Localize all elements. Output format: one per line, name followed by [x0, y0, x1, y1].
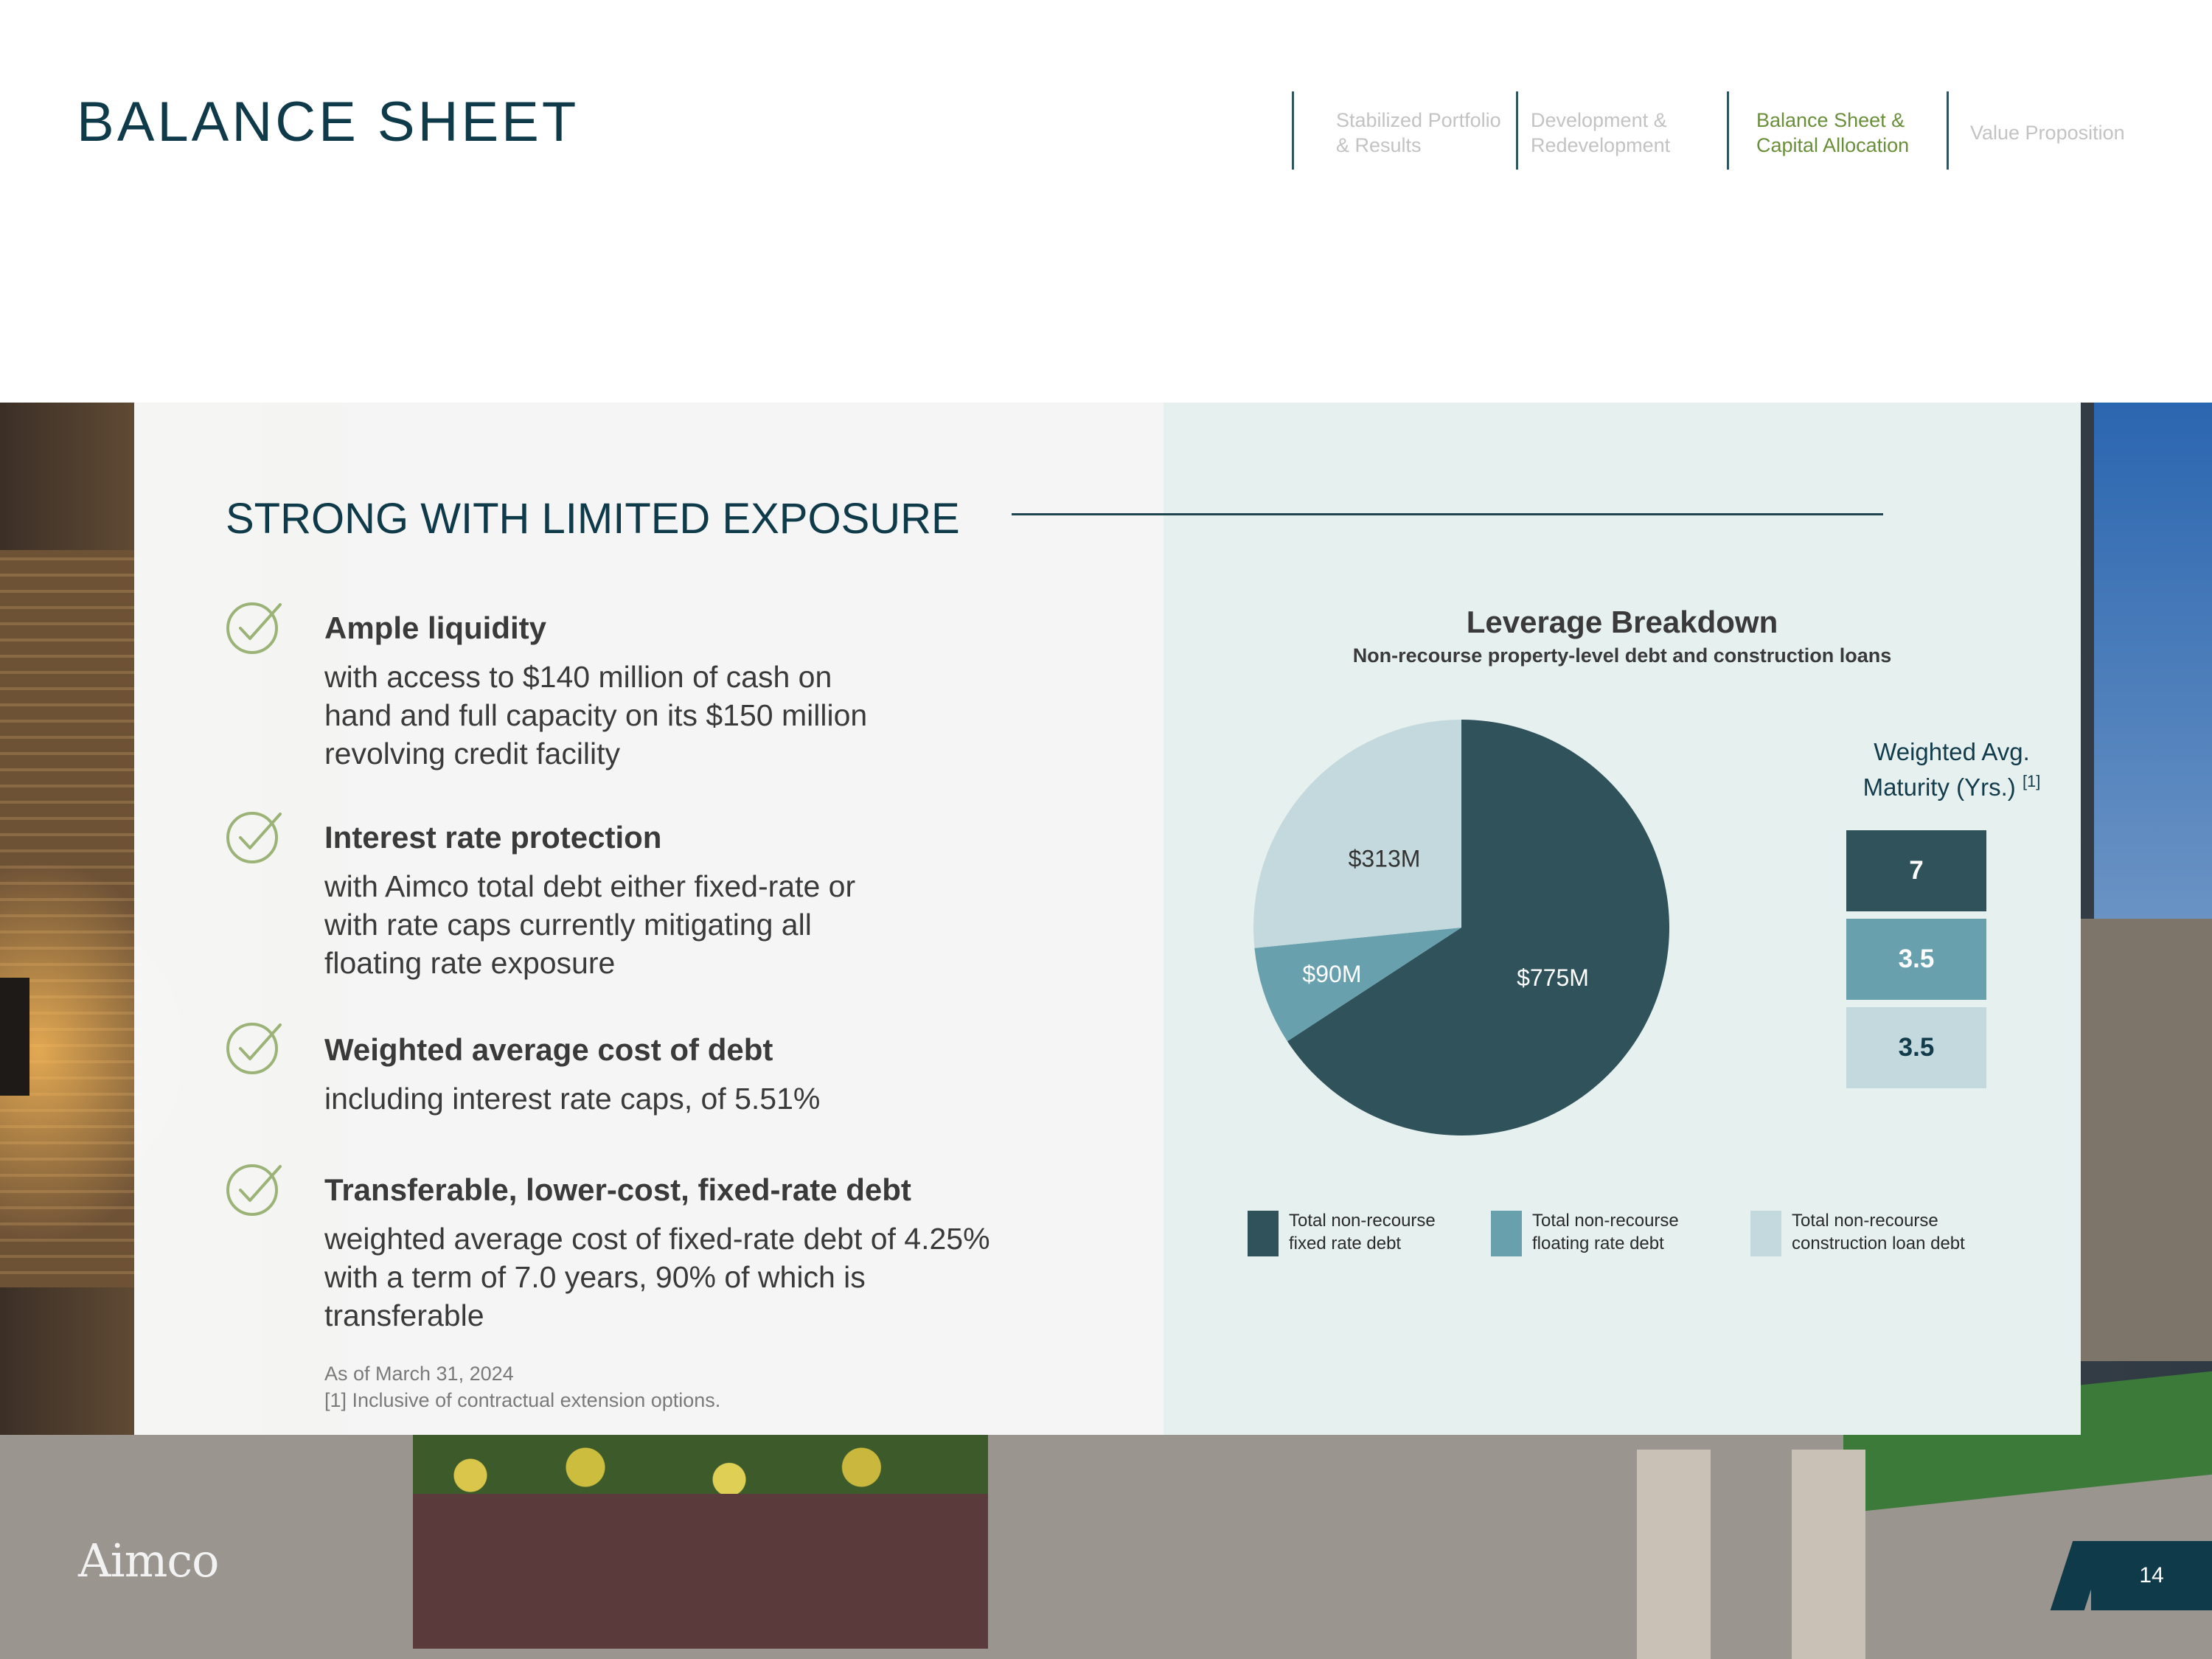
nav-divider [1727, 91, 1729, 170]
footnote-1: [1] Inclusive of contractual extension options. [324, 1389, 721, 1411]
pie-slice-label-1: $90M [1302, 960, 1362, 987]
bullet-heading: Interest rate protection [324, 820, 662, 855]
page-number: 14 [2091, 1541, 2212, 1610]
maturity-box-fixed: 7 [1846, 830, 1986, 911]
pie-slice-2 [1253, 720, 1461, 948]
legend-swatch [1248, 1211, 1279, 1256]
legend-swatch [1491, 1211, 1522, 1256]
bullet-body: with access to $140 million of cash on hand and full capacity on its $150 million revolving credit facility [324, 660, 868, 771]
section-rule [1012, 513, 1883, 515]
nav-divider [1516, 91, 1518, 170]
bullet-body: with Aimco total debt either fixed-rate or with rate caps currently mitigating all floating rate exposure [324, 869, 856, 980]
chart-title: Leverage Breakdown [1466, 605, 1778, 639]
bullet-heading: Weighted average cost of debt [324, 1032, 773, 1067]
maturity-box-construction: 3.5 [1846, 1007, 1986, 1088]
nav-divider [1947, 91, 1949, 170]
page-title: BALANCE SHEET [77, 91, 580, 153]
nav-item-stabilized-portfolio[interactable]: Stabilized Portfolio & Results [1336, 109, 1501, 156]
bullet-heading: Transferable, lower-cost, fixed-rate debt [324, 1172, 911, 1207]
bullet-body: weighted average cost of fixed-rate debt of 4.25% with a term of 7.0 years, 90% of which is transferable [324, 1222, 990, 1332]
nav-item-balance-sheet[interactable]: Balance Sheet & Capital Allocation [1756, 109, 1910, 156]
check-circle-icon [226, 808, 285, 867]
nav-divider [1292, 91, 1294, 170]
footnote-date: As of March 31, 2024 [324, 1363, 514, 1385]
nav-item-development[interactable]: Development & Redevelopment [1531, 109, 1671, 156]
check-circle-icon [226, 1161, 285, 1220]
maturity-title: Weighted Avg. Maturity (Yrs.) [1] [1863, 738, 2041, 801]
legend-swatch [1750, 1211, 1781, 1256]
check-circle-icon [226, 1019, 285, 1078]
nav-item-value-proposition[interactable]: Value Proposition [1970, 122, 2125, 144]
check-circle-icon [226, 599, 285, 658]
pie-slice-label-0: $775M [1517, 964, 1589, 992]
section-title: STRONG WITH LIMITED EXPOSURE [226, 495, 960, 543]
bullet-heading: Ample liquidity [324, 611, 547, 645]
bullet-body: including interest rate caps, of 5.51% [324, 1082, 821, 1116]
leverage-pie-chart [1248, 714, 1675, 1141]
content-panel: STRONG WITH LIMITED EXPOSURE Ample liquidity with access to $140 million of cash on hand and full capacity on its $150 million revolving credit facility Interest rate protection with Aimco total debt either fixed-rate or with rate caps currently mitigating all floating rate exposure Weighted average cost of debt including interest rate caps, of 5.51% Transferable, lower-cost, fixed-rate debt weighted average cost of fixed-rate debt of 4.25% with a term of 7.0 years, 90% of which is transferable As of March 31, 2024 [1] Inclusive of contractual extension options. Leverage Breakdown Non-recourse property-level debt and construction loans $775M $90M $313M Weighted Avg. Maturity (Yrs.) [1] 7 3.5 3.5 Total non-recourse fixed rate debt Total non-recourse floating rate debt Total non-recourse construction loan debt [134, 403, 2081, 1435]
maturity-box-floating: 3.5 [1846, 919, 1986, 1000]
aimco-logo: Aimco [78, 1534, 219, 1587]
section-nav [1292, 91, 2177, 170]
pie-slice-label-2: $313M [1348, 845, 1421, 872]
chart-subtitle: Non-recourse property-level debt and construction loans [1352, 644, 1892, 667]
